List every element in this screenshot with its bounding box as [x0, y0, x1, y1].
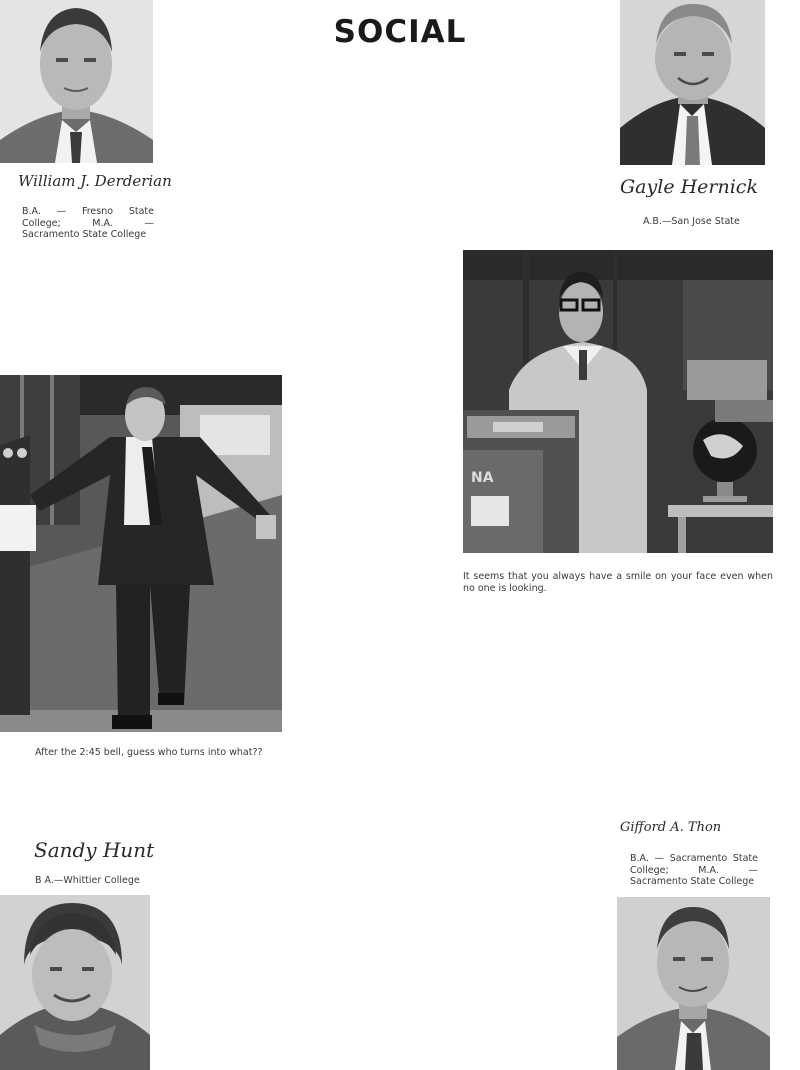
- credentials-text: B A.—Whittier College: [35, 875, 140, 886]
- page-title: SOCIAL: [333, 14, 467, 50]
- candid-photo: [463, 250, 773, 553]
- portrait-photo: [0, 895, 150, 1070]
- photo-caption: It seems that you always have a smile on your face even when no one is looking.: [463, 571, 773, 594]
- photo-caption: After the 2:45 bell, guess who turns into what??: [35, 747, 263, 758]
- portrait-photo: [620, 0, 765, 165]
- portrait-photo: [0, 0, 153, 163]
- signature: William J. Derderian: [18, 172, 172, 190]
- portrait-photo: [617, 897, 770, 1070]
- credentials-text: A.B.—San Jose State: [643, 216, 740, 227]
- candid-photo: [0, 375, 282, 732]
- credentials-text: B.A. — Sacramento State College; M.A. — Sacramento State College: [630, 853, 758, 887]
- credentials-text: B.A. — Fresno State College; M.A. — Sacramento State College: [22, 206, 154, 240]
- signature: Gifford A. Thon: [620, 820, 722, 835]
- signature: Sandy Hunt: [34, 838, 155, 862]
- machine-sign-text: NA: [471, 470, 494, 486]
- signature: Gayle Hernick: [620, 176, 758, 198]
